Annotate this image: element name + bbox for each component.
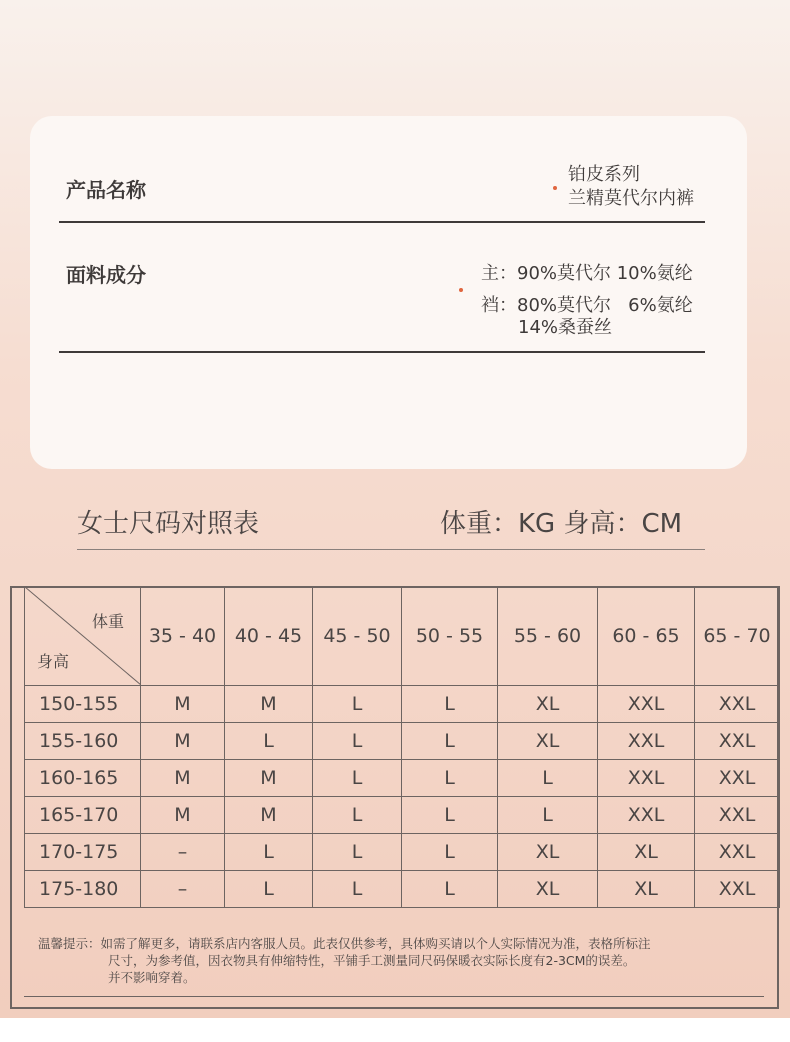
footer-strip — [0, 1018, 790, 1042]
size-cell: XXL — [695, 871, 780, 908]
accent-dot — [553, 186, 557, 190]
size-cell: XXL — [598, 797, 695, 834]
table-row — [25, 834, 780, 871]
size-cell: M — [225, 797, 313, 834]
size-cell: XL — [498, 723, 598, 760]
size-cell: – — [141, 834, 225, 871]
size-cell: L — [313, 797, 402, 834]
size-cell: L — [313, 723, 402, 760]
product-name-label: 产品名称 — [66, 178, 146, 202]
height-range-cell: 160-165 — [25, 760, 141, 797]
size-cell: M — [141, 723, 225, 760]
height-range-cell: 150-155 — [25, 686, 141, 723]
column-header: 50 - 55 — [402, 587, 498, 686]
size-cell: M — [141, 686, 225, 723]
size-cell: L — [313, 871, 402, 908]
size-cell: M — [141, 760, 225, 797]
size-cell: M — [225, 760, 313, 797]
size-cell: L — [498, 760, 598, 797]
size-cell: L — [498, 797, 598, 834]
table-row — [25, 760, 780, 797]
size-cell: L — [313, 760, 402, 797]
size-cell: XL — [498, 871, 598, 908]
chart-units: 体重：KG 身高：CM — [440, 509, 683, 539]
notice-line3: 并不影响穿着。 — [108, 970, 196, 985]
table-row — [25, 686, 780, 723]
height-range-cell: 165-170 — [25, 797, 141, 834]
fabric-line1: 主：90%莫代尔 10%氨纶 — [481, 263, 693, 284]
column-header: 35 - 40 — [141, 587, 225, 686]
size-cell: XXL — [598, 686, 695, 723]
column-header: 60 - 65 — [598, 587, 695, 686]
notice-text — [38, 935, 738, 986]
size-cell: XXL — [695, 834, 780, 871]
table-header-row — [25, 587, 780, 686]
chart-title: 女士尺码对照表 — [77, 509, 260, 539]
size-cell: L — [313, 686, 402, 723]
size-cell: L — [313, 834, 402, 871]
product-name-line1: 铂皮系列 — [568, 164, 640, 185]
bottom-divider — [24, 996, 764, 997]
size-cell: XXL — [695, 797, 780, 834]
size-cell: XXL — [598, 760, 695, 797]
divider — [59, 221, 705, 223]
product-info-card — [30, 116, 747, 469]
product-name-line2: 兰精莫代尔内裤 — [568, 188, 694, 209]
column-header: 55 - 60 — [498, 587, 598, 686]
accent-dot — [459, 288, 463, 292]
size-cell: XL — [498, 686, 598, 723]
height-range-cell: 155-160 — [25, 723, 141, 760]
size-cell: L — [402, 797, 498, 834]
size-cell: M — [141, 797, 225, 834]
size-cell: L — [225, 871, 313, 908]
divider — [59, 351, 705, 353]
fabric-label: 面料成分 — [66, 263, 146, 287]
size-cell: L — [402, 760, 498, 797]
size-cell: L — [402, 871, 498, 908]
size-cell: L — [225, 723, 313, 760]
size-cell: L — [402, 834, 498, 871]
size-cell: XXL — [695, 723, 780, 760]
table-row — [25, 871, 780, 908]
size-cell: M — [225, 686, 313, 723]
column-header: 65 - 70 — [695, 587, 780, 686]
height-range-cell: 170-175 — [25, 834, 141, 871]
height-range-cell: 175-180 — [25, 871, 141, 908]
size-cell: – — [141, 871, 225, 908]
size-cell: XL — [598, 834, 695, 871]
notice-line2: 尺寸，为参考值，因衣物具有伸缩特性，平铺手工测量同尺码保暖衣实际长度有2-3CM的误差。 — [108, 953, 636, 968]
title-underline — [77, 549, 705, 550]
notice-line1: 温馨提示：如需了解更多，请联系店内客服人员。此表仅供参考，具体购买请以个人实际情况为准，表格所标注 — [38, 936, 651, 951]
table-row — [25, 797, 780, 834]
corner-weight-label: 体重 — [91, 612, 124, 631]
column-header: 40 - 45 — [225, 587, 313, 686]
size-cell: XXL — [695, 686, 780, 723]
fabric-line3: 14%桑蚕丝 — [518, 317, 613, 338]
fabric-line2: 裆：80%莫代尔 6%氨纶 — [481, 295, 693, 316]
corner-height-label: 身高 — [37, 652, 70, 671]
size-cell: XXL — [598, 723, 695, 760]
column-header: 45 - 50 — [313, 587, 402, 686]
size-cell: L — [225, 834, 313, 871]
size-cell: XL — [598, 871, 695, 908]
table-row — [25, 723, 780, 760]
size-cell: L — [402, 723, 498, 760]
size-cell: L — [402, 686, 498, 723]
corner-cell — [25, 587, 141, 686]
size-table — [24, 586, 780, 908]
size-cell: XL — [498, 834, 598, 871]
size-cell: XXL — [695, 760, 780, 797]
